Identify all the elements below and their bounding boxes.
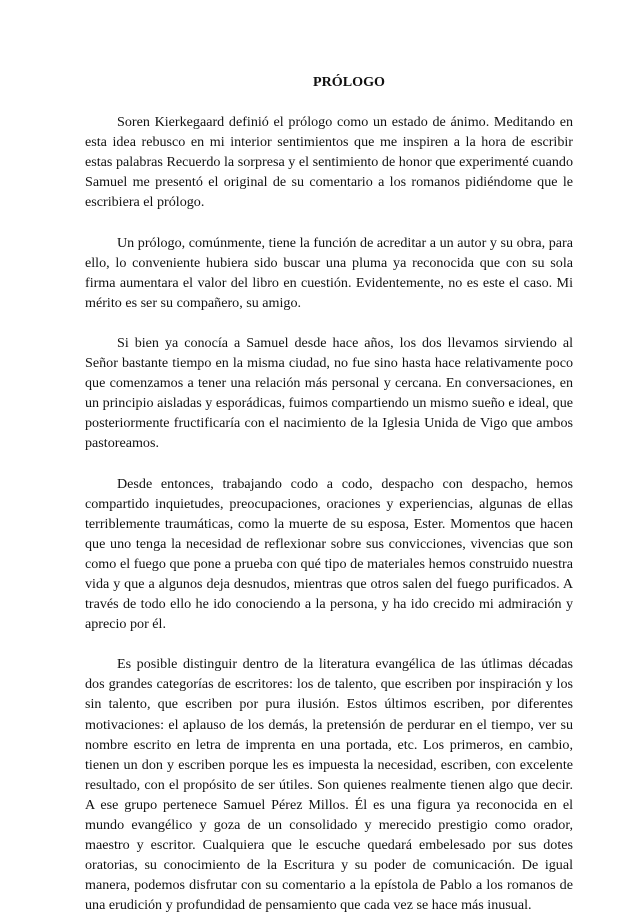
paragraph-1: Soren Kierkegaard definió el prólogo como un estado de ánimo. Meditando en esta idea rebusco en mi interior sentimientos que me inspiren a la hora de escribir estas palabras Recuerdo la sorpresa y el sentimiento de honor que experimenté cuando Samuel me presentó el original de su comentario a los romanos pidiéndome que le escribiera el prólogo. xyxy=(85,114,573,211)
paragraph-5: Es posible distinguir dentro de la literatura evangélica de las útlimas décadas dos grandes categorías de escritores: los de talento, que escriben por inspiración y los sin talento, que escriben por pura ilusión. Estos últimos escriben, por diferentes motivaciones: el aplauso de los demás, la pretensión de perdurar en el tiempo, ver su nombre escrito en letra de imprenta en una portada, etc. Los primeros, en cambio, tienen un don y escriben porque les es impuesta la necesidad, escriben, con excelente resultado, con el propósito de ser útiles. Son quienes realmente tienen algo que decir. A ese grupo pertenece Samuel Pérez Millos. Él es una figura ya reconocida en el mundo evangélico y goza de un consolidado y merecido prestigio como orador, maestro y escritor. Cualquiera que le escuche quedará embelesado por sus dotes oratorias, su conocimiento de la Escritura y su poder de comunicación. De igual manera, podemos disfrutar con su comentario a la epístola de Pablo a los romanos de una erudición y profundidad de pensamiento que cada vez se hace más inusual. xyxy=(85,656,573,914)
paragraph-2: Un prólogo, comúnmente, tiene la función de acreditar a un autor y su obra, para ello, lo conveniente hubiera sido buscar una pluma ya reconocida que con su sola firma aumentara el valor del libro en cuestión. Evidentemente, no es este el caso. Mi mérito es ser su compañero, su amigo. xyxy=(85,234,573,311)
paragraph-4: Desde entonces, trabajando codo a codo, despacho con despacho, hemos compartido inquietudes, preocupaciones, oraciones y experiencias, algunas de ellas terriblemente traumáticas, como la muerte de su esposa, Ester. Momentos que hacen que uno tenga la necesidad de reflexionar sobre sus convicciones, vivencias que son como el fuego que pone a prueba con qué tipo de materiales hemos construido nuestra vida y que a algunos deja desnudos, mientras que otros salen del fuego purificados. A través de todo ello he ido conociendo a la persona, y ha ido crecido mi admiración y aprecio por él. xyxy=(85,475,573,633)
document-body xyxy=(85,72,573,915)
paragraph-3: Si bien ya conocía a Samuel desde hace años, los dos llevamos sirviendo al Señor bastante tiempo en la misma ciudad, no fue sino hasta hace relativamente poco que comenzamos a tener una relación más personal y cercana. En conversaciones, en un principio aisladas y esporádicas, fuimos compartiendo un mismo sueño e ideal, que posteriormente fructificaría con el nacimiento de la Iglesia Unida de Vigo que ambos pastoreamos. xyxy=(85,334,573,452)
page-title: PRÓLOGO xyxy=(312,74,386,90)
